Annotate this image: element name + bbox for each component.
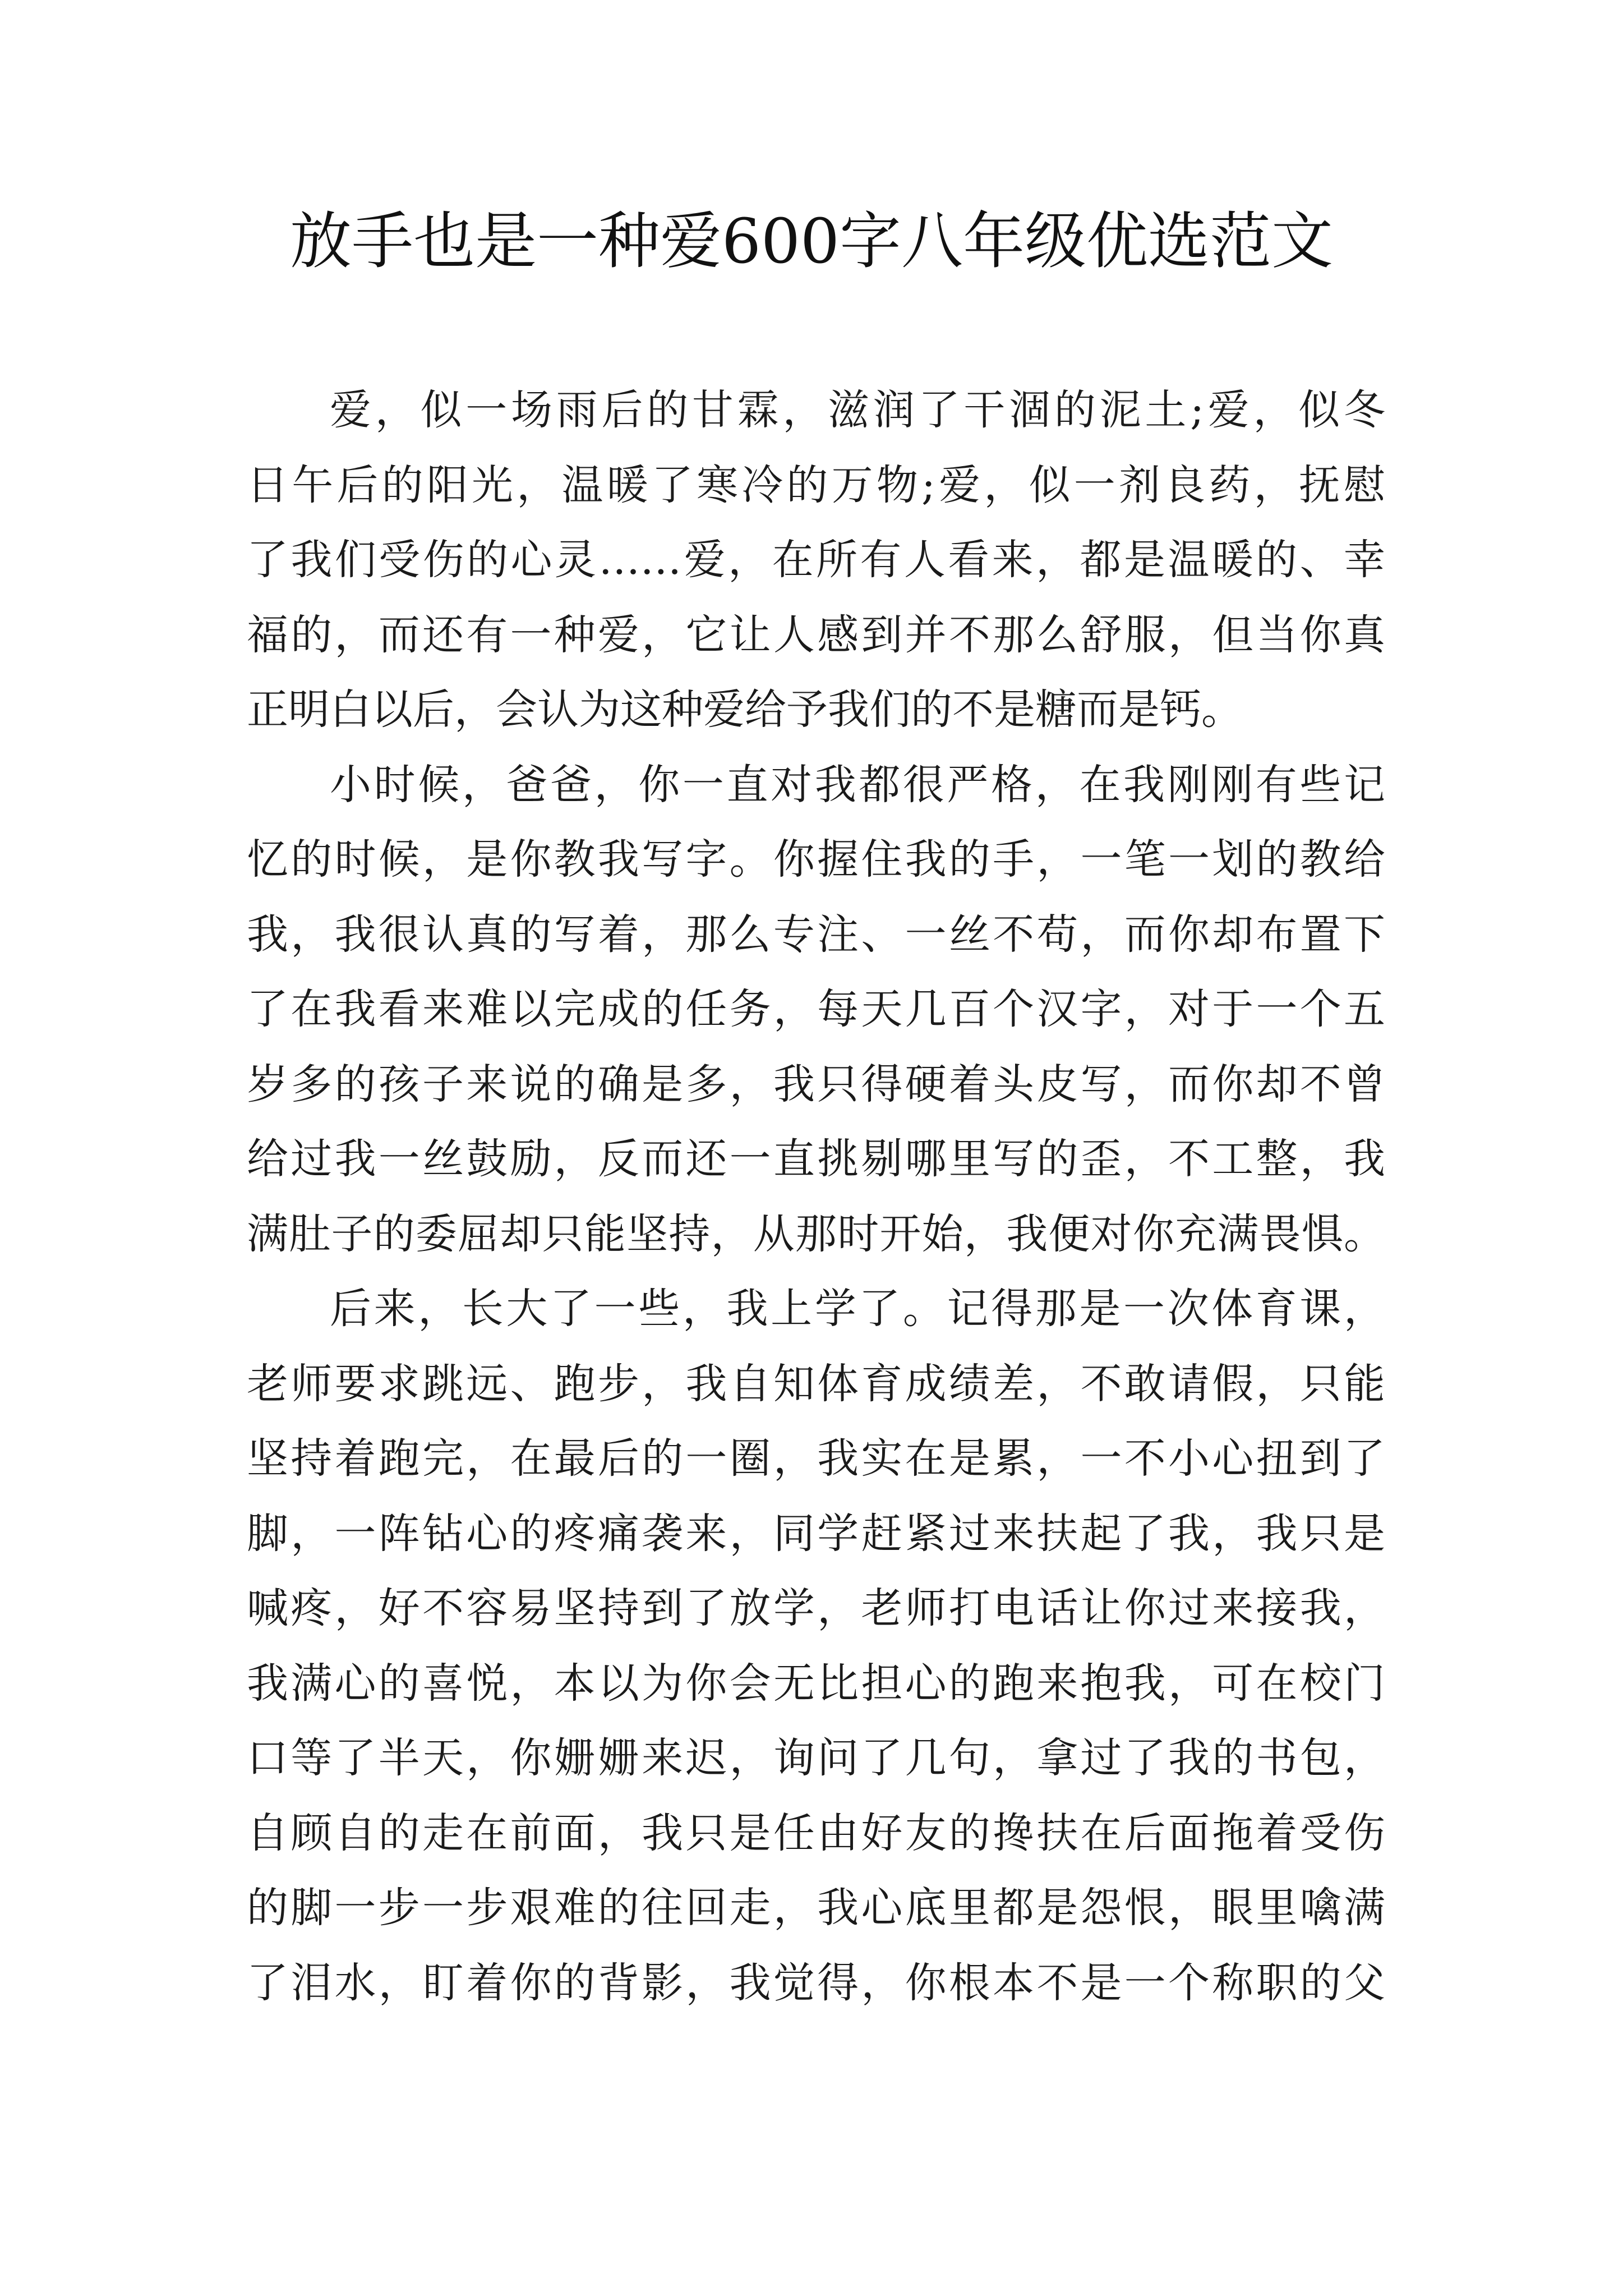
body-line: 岁多的孩子来说的确是多，我只得硬着头皮写，而你却不曾 — [247, 1060, 1385, 1108]
body-line: 给过我一丝鼓励，反而还一直挑剔哪里写的歪，不工整，我 — [247, 1135, 1385, 1183]
body-line: 小时候，爸爸，你一直对我都很严格，在我刚刚有些记 — [330, 760, 1385, 809]
body-line: 福的，而还有一种爱，它让人感到并不那么舒服，但当你真 — [247, 610, 1385, 659]
body-line: 了在我看来难以完成的任务，每天几百个汉字，对于一个五 — [247, 985, 1385, 1033]
body-line: 满肚子的委屈却只能坚持，从那时开始，我便对你充满畏惧。 — [247, 1209, 1385, 1258]
body-line: 忆的时候，是你教我写字。你握住我的手，一笔一划的教给 — [247, 835, 1385, 884]
body-line: 自顾自的走在前面，我只是任由好友的搀扶在后面拖着受伤 — [247, 1809, 1385, 1857]
body-line: 喊疼，好不容易坚持到了放学，老师打电话让你过来接我， — [247, 1584, 1385, 1632]
body-line: 我，我很认真的写着，那么专注、一丝不苟，而你却布置下 — [247, 910, 1385, 959]
body-line: 脚，一阵钻心的疼痛袭来，同学赶紧过来扶起了我，我只是 — [247, 1509, 1385, 1558]
body-line: 日午后的阳光，温暖了寒冷的万物;爱，似一剂良药，抚慰 — [247, 461, 1385, 509]
body-line: 正明白以后，会认为这种爱给予我们的不是糖而是钙。 — [247, 685, 1243, 734]
body-line: 我满心的喜悦，本以为你会无比担心的跑来抱我，可在校门 — [247, 1659, 1385, 1708]
body-line: 的脚一步一步艰难的往回走，我心底里都是怨恨，眼里噙满 — [247, 1884, 1385, 1932]
document-title: 放手也是一种爱600字八年级优选范文 — [290, 205, 1333, 277]
body-line: 老师要求跳远、跑步，我自知体育成绩差，不敢请假，只能 — [247, 1359, 1385, 1408]
body-line: 爱，似一场雨后的甘霖，滋润了干涸的泥土;爱，似冬 — [330, 386, 1385, 434]
body-line: 了我们受伤的心灵……爱，在所有人看来，都是温暖的、幸 — [247, 536, 1385, 584]
body-line: 了泪水，盯着你的背影，我觉得，你根本不是一个称职的父 — [247, 1958, 1385, 2007]
body-line: 坚持着跑完，在最后的一圈，我实在是累，一不小心扭到了 — [247, 1434, 1385, 1483]
document-body — [247, 373, 1385, 2021]
body-line: 后来，长大了一些，我上学了。记得那是一次体育课， — [330, 1285, 1385, 1333]
body-line: 口等了半天，你姗姗来迟，询问了几句，拿过了我的书包， — [247, 1734, 1385, 1782]
